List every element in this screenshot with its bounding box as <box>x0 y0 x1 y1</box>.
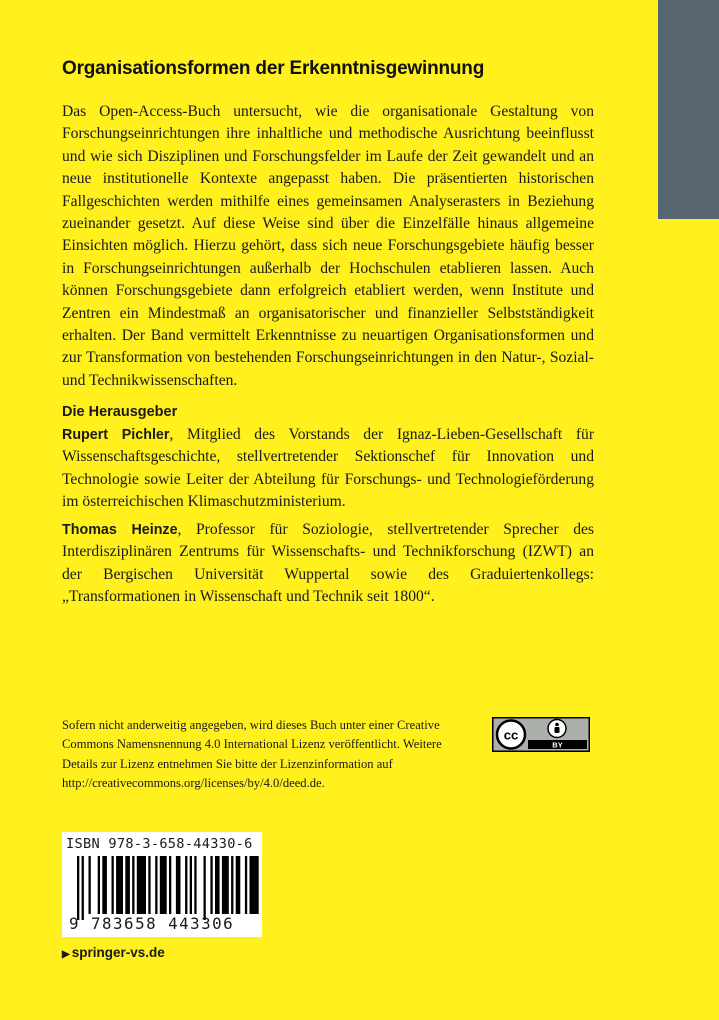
cc-by-license-badge <box>492 717 590 752</box>
cover-color-tab <box>658 0 719 219</box>
barcode-bar <box>77 856 79 920</box>
barcode-digits: 9 783658 443306 <box>69 914 235 933</box>
barcode-bar <box>236 856 241 914</box>
editor-name: Thomas Heinze <box>62 522 178 538</box>
editor-bio-text: , Professor für Soziologie, stellvertretender Sprecher des Interdisziplinären Zentrums für Wissenschafts- und Technikforschung (IZWT) an der Bergischen Universität Wuppertal sowie des Graduiertenkollegs: „Transformationen in Wissenschaft und Technik seit 1800“. <box>62 521 594 606</box>
barcode-bar <box>98 856 100 914</box>
barcode-bar <box>231 856 233 914</box>
barcode-bar <box>222 856 229 914</box>
book-abstract: Das Open-Access-Buch untersucht, wie die organisationale Gestaltung von Forschungseinrichtungen ihre inhaltliche und methodische Ausrichtung beeinflusst und wie sich Disziplinen und Forschungsfelder im Laufe der Zeit gewandelt und an neue institutionelle Kontexte angepasst haben. Die präsentierten historischen Fallgeschichten werden mithilfe eines gemeinsamen Analyserasters in Beziehung zueinander gesetzt. Auf diese Weise sind über die Einzelfälle hinaus allgemeine Einsichten möglich. Hierzu gehört, dass sich neue Forschungsgebiete häufig besser in Forschungseinrichtungen außerhalb der Hochschulen etablieren lassen. Auch können Forschungsgebiete dann erfolgreich etabliert werden, wenn Institute und Zentren ein Mindestmaß an organisatorischer und finanzieller Selbstständigkeit erhalten. Der Band vermittelt Erkenntnisse zu neuartigen Organisationsformen und zur Transformation von bestehenden Forschungseinrichtungen in den Natur-, Sozial- und Technikwissenschaften. <box>62 103 594 389</box>
barcode-bar <box>204 856 206 920</box>
editor-bio-text: , Mitglied des Vorstands der Ignaz-Lieben-Gesellschaft für Wissenschaftsgeschichte, stellvertretender Sektionschef für Innovation und Technologie sowie Leiter der Abteilung für Forschungs- und Technologieförderung im österreichischen Klimaschutzministerium. <box>62 426 595 511</box>
website-label: springer-vs.de <box>71 945 165 960</box>
barcode-bar <box>89 856 91 914</box>
isbn-barcode <box>62 832 262 937</box>
barcode-bar <box>132 856 134 914</box>
barcode-bar <box>148 856 150 914</box>
barcode-bar <box>250 856 259 914</box>
barcode-bar <box>210 856 212 914</box>
editor-bio-heinze <box>62 519 594 609</box>
barcode-bar <box>190 856 192 914</box>
barcode-bar <box>194 856 196 914</box>
cc-icon-label: cc <box>503 727 519 743</box>
barcode-bar <box>176 856 181 914</box>
barcode-bar <box>137 856 146 914</box>
arrow-right-icon: ▶ <box>62 949 70 960</box>
editors-heading: Die Herausgeber <box>62 404 178 420</box>
editor-bio-pichler <box>62 424 594 514</box>
barcode-bar <box>185 856 187 914</box>
barcode-bar <box>125 856 130 914</box>
by-label: BY <box>552 740 563 750</box>
barcode-bar <box>169 856 171 914</box>
barcode-bar <box>116 856 123 914</box>
book-title: Organisationsformen der Erkenntnisgewinnung <box>62 58 485 79</box>
barcode-bar <box>112 856 114 914</box>
barcode-bar <box>102 856 107 914</box>
barcode-bar <box>245 856 247 914</box>
barcode-bar <box>160 856 167 914</box>
editor-name: Rupert Pichler <box>62 427 170 443</box>
license-notice: Sofern nicht anderweitig angegeben, wird dieses Buch unter einer Creative Commons Namensnennung 4.0 International Lizenz veröffentlicht. Weitere Details zur Lizenz entnehmen Sie bitte der Lizenzinformation auf http://creativecommons.org/licenses/by/4.0/deed.de. <box>62 718 442 790</box>
barcode-bar <box>215 856 220 914</box>
publisher-website[interactable] <box>62 945 165 960</box>
isbn-label: ISBN 978-3-658-44330-6 <box>66 836 253 852</box>
barcode-bar <box>82 856 84 920</box>
barcode-bar <box>155 856 157 914</box>
